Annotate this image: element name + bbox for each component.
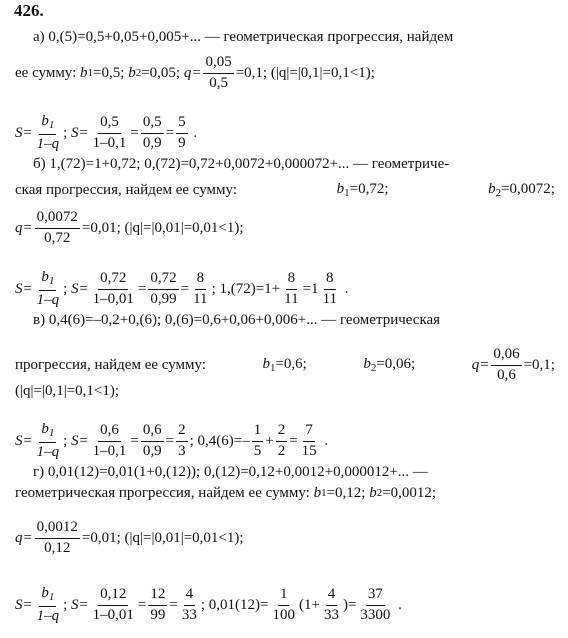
part-a-sum-intro: ее сумму: xyxy=(15,64,77,81)
fraction: $\frac{2}{3}$ xyxy=(178,421,186,459)
part-g-line-1: г) 0,01(12)=0,01(1+0,(12)); 0,(12)=0,12+0,0012+0,000012+... — xyxy=(33,464,428,480)
fraction: $\frac{0,5}{1-0,1}$ xyxy=(92,113,127,151)
fraction: $\frac{0,0072}{0,72}$ xyxy=(36,209,78,246)
fraction: $\frac{0,6}{0,9}$ xyxy=(142,421,162,459)
fraction: $\frac{4}{33}$ xyxy=(181,585,197,623)
b-symbol: b xyxy=(80,64,88,81)
part-b-line-1: б) 1,(72)=1+0,72; 0,(72)=0,72+0,0072+0,000072+... — геометриче- xyxy=(33,156,450,172)
part-a-line-1 xyxy=(33,30,555,45)
fraction: $\frac{0,72}{0,99}$ xyxy=(150,269,177,307)
part-a-text: а) 0,(5)=0,5+0,05+0,005+... — геометрическая прогрессия, найдем xyxy=(33,29,454,45)
fraction: $\frac{0,05}{0,5}$ xyxy=(205,54,232,91)
part-g-line-3: q= $\frac{0,0012}{0,12}$ =0,01; (|q|=|0,01|=0,01<1); xyxy=(15,519,244,556)
part-b-line-2: ская прогрессия, найдем ее сумму: $b_1=0,72$; $b_2=0,0072$; xyxy=(15,181,555,199)
fraction: $\frac{0,5}{0,9}$ xyxy=(142,113,162,151)
part-a-line-3: S= $\frac{b_1}{1-q}$ ; S= $\frac{0,5}{1-0,1}$ = $\frac{0,5}{0,9}$ = $\frac{5}{9}$ . xyxy=(15,113,198,152)
part-v-line-2: прогрессия, найдем ее сумму: $b_1=0,6$; $b_2=0,06$; q= $\frac{0,06}{0,6}$ =0,1; xyxy=(15,346,555,383)
fraction: $\frac{0,0012}{0,12}$ xyxy=(36,519,78,556)
part-g-line-4: S= $\frac{b_1}{1-q}$ ; S= $\frac{0,12}{1-0,01}$ = $\frac{12}{99}$ = $\frac{4}{33}$ ; 0,01(12)= $\frac{1}{100}$ (1+ $\frac{4}{33}$ )= $\frac{37}{3300}$ . xyxy=(15,585,402,624)
fraction: $\frac{0,12}{1-0,01}$ xyxy=(92,585,134,623)
fraction: $\frac{1}{5}$ xyxy=(253,421,262,459)
part-g-line-2: геометрическая прогрессия, найдем ее сумму: b 1 =0,12; b 2 =0,0012; xyxy=(15,485,437,501)
fraction: $\frac{b_1}{1-q}$ xyxy=(36,585,60,624)
part-v-line-3: (|q|=|0,1|=0,1<1); xyxy=(15,383,120,399)
fraction: $\frac{1}{100}$ xyxy=(272,585,295,623)
fraction: $\frac{8}{11}$ xyxy=(193,269,208,307)
fraction: $\frac{5}{9}$ xyxy=(178,113,186,151)
fraction: $\frac{8}{11}$ xyxy=(284,269,299,307)
part-v-line-4: S= $\frac{b_1}{1-q}$ ; S= $\frac{0,6}{1-0,1}$ = $\frac{0,6}{0,9}$ = $\frac{2}{3}$ ; 0,4(6)=– $\frac{1}{5}$ + $\frac{2}{2}$ = $\frac{7}{15}$ . xyxy=(15,421,329,460)
fraction: $\frac{4}{33}$ xyxy=(323,585,339,623)
part-b-line-3: q= $\frac{0,0072}{0,72}$ =0,01; (|q|=|0,01|=0,01<1); xyxy=(15,209,244,246)
fraction: $\frac{8}{11}$ xyxy=(322,269,338,307)
fraction: $\frac{2}{2}$ xyxy=(277,421,286,459)
problem-number: 426. xyxy=(14,1,44,20)
fraction: $\frac{0,6}{1-0,1}$ xyxy=(92,421,127,459)
fraction: $\frac{b_1}{1-q}$ xyxy=(36,421,60,460)
fraction: $\frac{7}{15}$ xyxy=(301,421,317,459)
fraction: $\frac{37}{3300}$ xyxy=(360,585,391,623)
fraction: $\frac{0,72}{1-0,01}$ xyxy=(92,269,134,307)
part-v-line-1: в) 0,4(6)=–0,2+0,(6); 0,(6)=0,6+0,06+0,006+... — геометрическая xyxy=(33,312,441,328)
part-b-line-4: S= $\frac{b_1}{1-q}$ ; S= $\frac{0,72}{1-0,01}$ = $\frac{0,72}{0,99}$ = $\frac{8}{11}$ ; 1,(72)=1+ $\frac{8}{11}$ =1 $\frac{8}{11}$ . xyxy=(15,269,349,308)
fraction: $\frac{12}{99}$ xyxy=(150,585,166,623)
fraction: $\frac{b_1}{1-q}$ xyxy=(36,269,60,308)
part-a-line-2: ее сумму: b 1 =0,5; b 2 =0,05; q= $\frac{0,05}{0,5}$ =0,1; (|q|=|0,1|=0,1<1); xyxy=(15,54,375,91)
fraction: $\frac{b_1}{1-q}$ xyxy=(36,113,60,152)
fraction: $\frac{0,06}{0,6}$ xyxy=(493,346,520,383)
